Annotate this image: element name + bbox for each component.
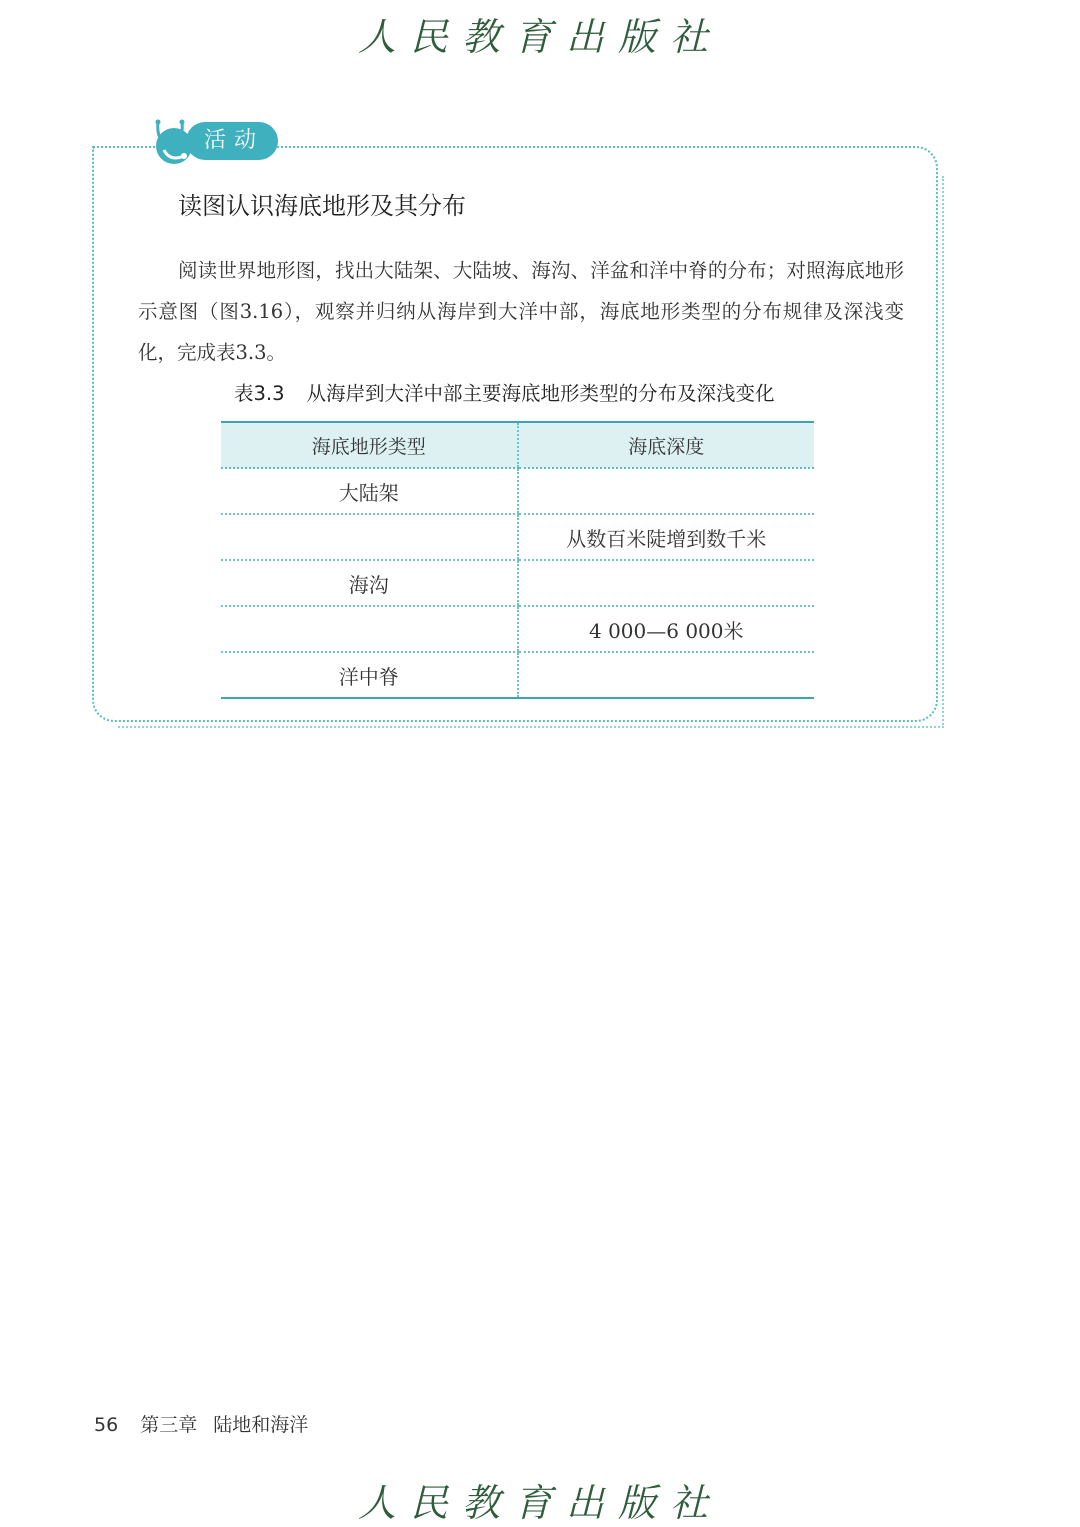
table-cell-depth	[518, 468, 815, 514]
table-cell-depth	[518, 652, 815, 698]
activity-badge-label: 活动	[186, 122, 278, 160]
table-header-row	[221, 422, 814, 468]
page-number: 56	[94, 1414, 119, 1436]
table-caption	[234, 378, 775, 406]
page-footer	[94, 1410, 308, 1437]
table-row	[221, 468, 814, 514]
publisher-watermark-top: 人民教育出版社	[357, 15, 722, 59]
table-cell-landform	[221, 514, 518, 560]
table-cell-depth: 从数百米陡增到数千米	[518, 514, 815, 560]
publisher-watermark-bottom: 人民教育出版社	[357, 1481, 722, 1525]
table-caption-number: 表3.3	[234, 382, 285, 405]
table-cell-depth	[518, 560, 815, 606]
activity-instructions: 阅读世界地形图，找出大陆架、大陆坡、海沟、洋盆和洋中脊的分布；对照海底地形示意图（图3.16），观察并归纳从海岸到大洋中部，海底地形类型的分布规律及深浅变化，完成表3.3。	[138, 259, 904, 364]
seafloor-table	[221, 421, 814, 699]
table-row	[221, 652, 814, 698]
table-header-cell: 海底深度	[518, 422, 815, 468]
table-row	[221, 606, 814, 652]
table-header-cell: 海底地形类型	[221, 422, 518, 468]
table-cell-landform: 大陆架	[221, 468, 518, 514]
table-row	[221, 514, 814, 560]
table-cell-landform: 洋中脊	[221, 652, 518, 698]
table-cell-depth: 4 000—6 000米	[518, 606, 815, 652]
activity-badge	[150, 116, 278, 166]
chapter-label: 第三章	[140, 1414, 198, 1436]
section-label: 陆地和海洋	[213, 1414, 309, 1436]
activity-title: 读图认识海底地形及其分布	[178, 192, 466, 220]
table-caption-text: 从海岸到大洋中部主要海底地形类型的分布及深浅变化	[306, 382, 775, 405]
table-cell-landform: 海沟	[221, 560, 518, 606]
table-row	[221, 560, 814, 606]
table-cell-landform	[221, 606, 518, 652]
